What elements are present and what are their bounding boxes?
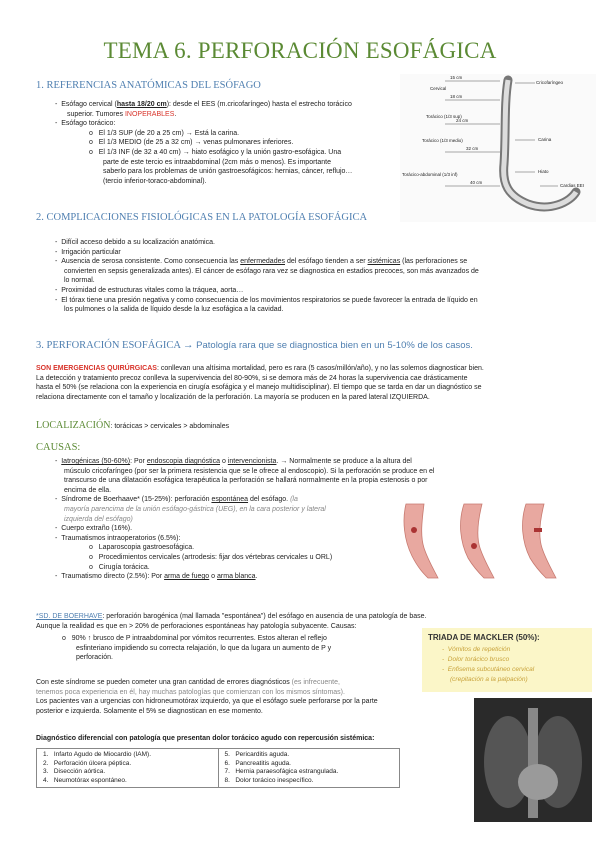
label-15cm: 15 cm bbox=[450, 75, 463, 80]
diag-right-5: 5. Pericarditis aguda. bbox=[224, 751, 290, 758]
label-40cm: 40 cm bbox=[470, 180, 483, 185]
mackler-item-2: - Dolor torácico brusco bbox=[442, 656, 510, 663]
bullet-toracico: - Esófago torácico: bbox=[55, 120, 116, 128]
label-18cm: 18 cm bbox=[450, 94, 463, 99]
label-hiato: Hiato bbox=[538, 169, 549, 174]
label-cardias: Cardias EEI bbox=[560, 183, 585, 188]
label-32cm: 32 cm bbox=[466, 146, 479, 151]
mackler-triad-box bbox=[422, 628, 592, 692]
page-title: TEMA 6. PERFORACIÓN ESOFÁGICA bbox=[103, 38, 497, 63]
causa-boerhaave: - Síndrome de Boerhaave* (15-25%): perforación espontánea del esófago. (la bbox=[55, 496, 298, 504]
differential-table bbox=[36, 748, 400, 788]
diag-left-3: 3. Disección aórtica. bbox=[43, 768, 106, 775]
sub-bullet-inf: o El 1/3 INF (de 32 a 40 cm) → hiato esofágico y la unión gastro-esofágica. Una bbox=[89, 148, 342, 156]
mackler-item-3-note: (crepitación a la palpación) bbox=[450, 676, 528, 683]
bullet-acceso: - Difícil acceso debido a su localización anatómica. bbox=[55, 239, 215, 246]
perforation-illustration bbox=[394, 500, 590, 580]
causas-heading: CAUSAS: bbox=[36, 442, 81, 453]
section-3-heading: 3. PERFORACIÓN ESOFÁGICA → Patología rara que se diagnostica bien en un 5-10% de los casos. bbox=[36, 340, 473, 351]
chest-xray-image bbox=[474, 698, 592, 822]
mackler-item-3: - Enfisema subcutáneo cervical bbox=[442, 666, 535, 673]
causa-iatrogenicas: - Iatrogénicas (50-60%): Por endoscopia diagnóstica o intervencionista. → Normalmente se produce a la altura del bbox=[55, 458, 412, 465]
label-carina: Carina bbox=[538, 137, 552, 142]
label-toracico-sup: Torácico (1/3 sup) bbox=[426, 114, 462, 119]
section-2-body: - Difícil acceso debido a su localización anatómica. - Irrigación particular - Ausencia de serosa consistente. Como consecuencia las enfermedades del esófago tienden a ser sistémicas (las perforaciones se convierten en sepsis generalizada antes). El cáncer de esófago rara vez se diagnostica en estadios precoces, son más avanzados de lo normal. - Proximidad de estructuras vitales como la tráquea, aorta… - El tórax tiene una presión negativa y como consecuencia de los movimientos respiratorios se puede favorecer la entrada de líquido en los pulmones o la salida de líquido desde la luz esofágica a la cavidad. bbox=[55, 238, 575, 315]
differential-heading: Diagnóstico diferencial con patología que presentan dolor torácico agudo con repercusión sistémica: bbox=[36, 735, 375, 742]
causa-traumatismos-intraop: - Traumatismos intraoperatorios (6.5%): bbox=[55, 534, 181, 542]
diag-right-7: 7. Hernia paraesofágica estrangulada. bbox=[224, 768, 339, 775]
mackler-item-1: - Vómitos de repetición bbox=[442, 646, 511, 653]
causa-traumatismo-directo: - Traumatismo directo (2.5%): Por arma de fuego o arma blanca. bbox=[55, 573, 258, 581]
sub-bullet-sup: o El 1/3 SUP (de 20 a 25 cm) → Está la carina. bbox=[89, 129, 240, 137]
esophagus-anatomy-figure bbox=[400, 74, 596, 222]
bullet-cervical: - Esófago cervical (hasta 18/20 cm): desde el EES (m.cricofaríngeo) hasta el estrecho torácico bbox=[55, 101, 352, 108]
diag-left-4: 4. Neumotórax espontáneo. bbox=[43, 776, 127, 784]
section-1-body: - Esófago cervical (hasta 18/20 cm): desde el EES (m.cricofaríngeo) hasta el estrecho torácico superior. Tumores INOPERABLES. - Esófago torácico: o El 1/3 SUP (de 20 a 25 cm) → Está la carina. o El 1/3 MEDIO (de 25 a 32 cm) → venas pulmonares inferiores. o El 1/3 INF (de 32 a 40 cm) → hiato esofágico y la unión gastro-esofágica. Una parte de este tercio es intraabdominal (2cm más o menos). Es importante saberlo para los problemas de unión gastroesofágicos: hernias, cáncer, reflujo… (tercio inferior-toraco-abdominal). bbox=[55, 100, 405, 186]
label-cervical: Cervical bbox=[430, 86, 447, 91]
label-toracico-medio: Torácico (1/3 medio) bbox=[422, 138, 463, 143]
sub-bullet-medio: o El 1/3 MEDIO (de 25 a 32 cm) → venas pulmonares inferiores. bbox=[89, 139, 294, 147]
section-3-body: SON EMERGENCIAS QUIRÚRGICAS: conllevan una altísima mortalidad, pero es rara (5 casos/millón/año), y no las solemos diagnosticar bien. La detección y tratamiento precoz conlleva la supervivencia del 80-90%, si se demora más de 24 horas la supervivencia cae drásticamente hasta el 50% (se relaciona con la experiencia en cirugía esofágica y el manejo multidisciplinar). El tiempo que se tarda en dar un diagnóstico se relaciona directamente con el tamaño y localización de la perforación. La mayoría se producen en la pared lateral IZQUIERDA. bbox=[36, 365, 484, 401]
section-2-heading: 2. COMPLICACIONES FISIOLÓGICAS EN LA PATOLOGÍA ESOFÁGICA bbox=[36, 212, 368, 223]
mackler-title: TRIADA DE MACKLER (50%): bbox=[428, 633, 540, 642]
label-cricofaringeo: Cricofaríngeo bbox=[536, 80, 564, 85]
diagnostic-errors-paragraph: Con este síndrome se pueden cometer una gran cantidad de errores diagnósticos (es infrecuente, tenemos poca experiencia en él, hay muchas patologías que comienzan con los mismos síntomas). Los pacientes van a urgencias con hidroneumotórax izquierdo, ya que el esófago suele perforarse por la parte posterior e izquierda. Solamente el 5% se diagnostican en ese momento. bbox=[36, 679, 378, 715]
causa-cuerpo-extrano: - Cuerpo extraño (16%). bbox=[55, 525, 133, 533]
boerhave-causas: o 90% ↑ brusco de P intraabdominal por vómitos recurrentes. Estos alteran el reflejo esfinteriano impidiendo su correcta relajación, lo que da lugara un aumento de P y perforación. bbox=[62, 635, 332, 662]
diag-left-1: 1. Infarto Agudo de Miocardio (IAM). bbox=[43, 751, 152, 758]
section-1-heading: 1. REFERENCIAS ANATÓMICAS DEL ESÓFAGO bbox=[36, 80, 261, 91]
localizacion: LOCALIZACIÓN: torácicas > cervicales > abdominales bbox=[36, 420, 230, 431]
diag-right-8: 8. Dolor torácico inespecífico. bbox=[224, 776, 314, 784]
causas-list: - Iatrogénicas (50-60%): Por endoscopia diagnóstica o intervencionista. → Normalmente se produce a la altura del músculo cricofaríngeo (por ser la primera resistencia que se le ofrece al endoscopio). Si la perforación se produce en el transcurso de una dilatación esofágica terapéutica la perforación se hallará normalmente en la propia estenosis o por encima de ella. - Síndrome de Boerhaave* (15-25%): perforación espontánea del esófago. (la mayoría parencima de la unión esófago-gástrica (UEG), en la cara posterior y lateral izquierda del esófago) - Cuerpo extraño (16%). - Traumatismos intraoperatorios (6.5%): o Laparoscopia gastroesofágica. o Procedimientos cervicales (artrodesis: fijar dos vértebras cervicales u ORL) o Cirugía torácica. - Traumatismo directo (2.5%): Por arma de fuego o arma blanca. bbox=[55, 457, 515, 582]
bullet-serosa: - Ausencia de serosa consistente. Como consecuencia las enfermedades del esófago tienden a ser sistémicas (las perforaciones se bbox=[55, 258, 468, 266]
bullet-proximidad: - Proximidad de estructuras vitales como la tráquea, aorta… bbox=[55, 286, 244, 294]
bullet-torax: - El tórax tiene una presión negativa y como consecuencia de los movimientos respiratorios se puede favorecer la entrada de líquido en bbox=[55, 296, 478, 304]
label-24cm: 24 cm bbox=[456, 118, 469, 123]
diag-right-6: 6. Pancreatitis aguda. bbox=[224, 759, 291, 767]
bullet-irrigacion: - Irrigación particular bbox=[55, 248, 121, 256]
label-toracico-inf: Torácico-abdominal (1/3 inf) bbox=[402, 172, 458, 177]
diag-left-2: 2. Perforación úlcera péptica. bbox=[43, 759, 132, 767]
boerhave-definition: *SD. DE BOERHAVE: perforación barogénica (mal llamada "espontánea") del esófago en ausencia de una patología de base. Aunque la realidad es que en > 20% de perforaciones espontáneas hay patología subyacente. Causas: bbox=[36, 613, 427, 630]
